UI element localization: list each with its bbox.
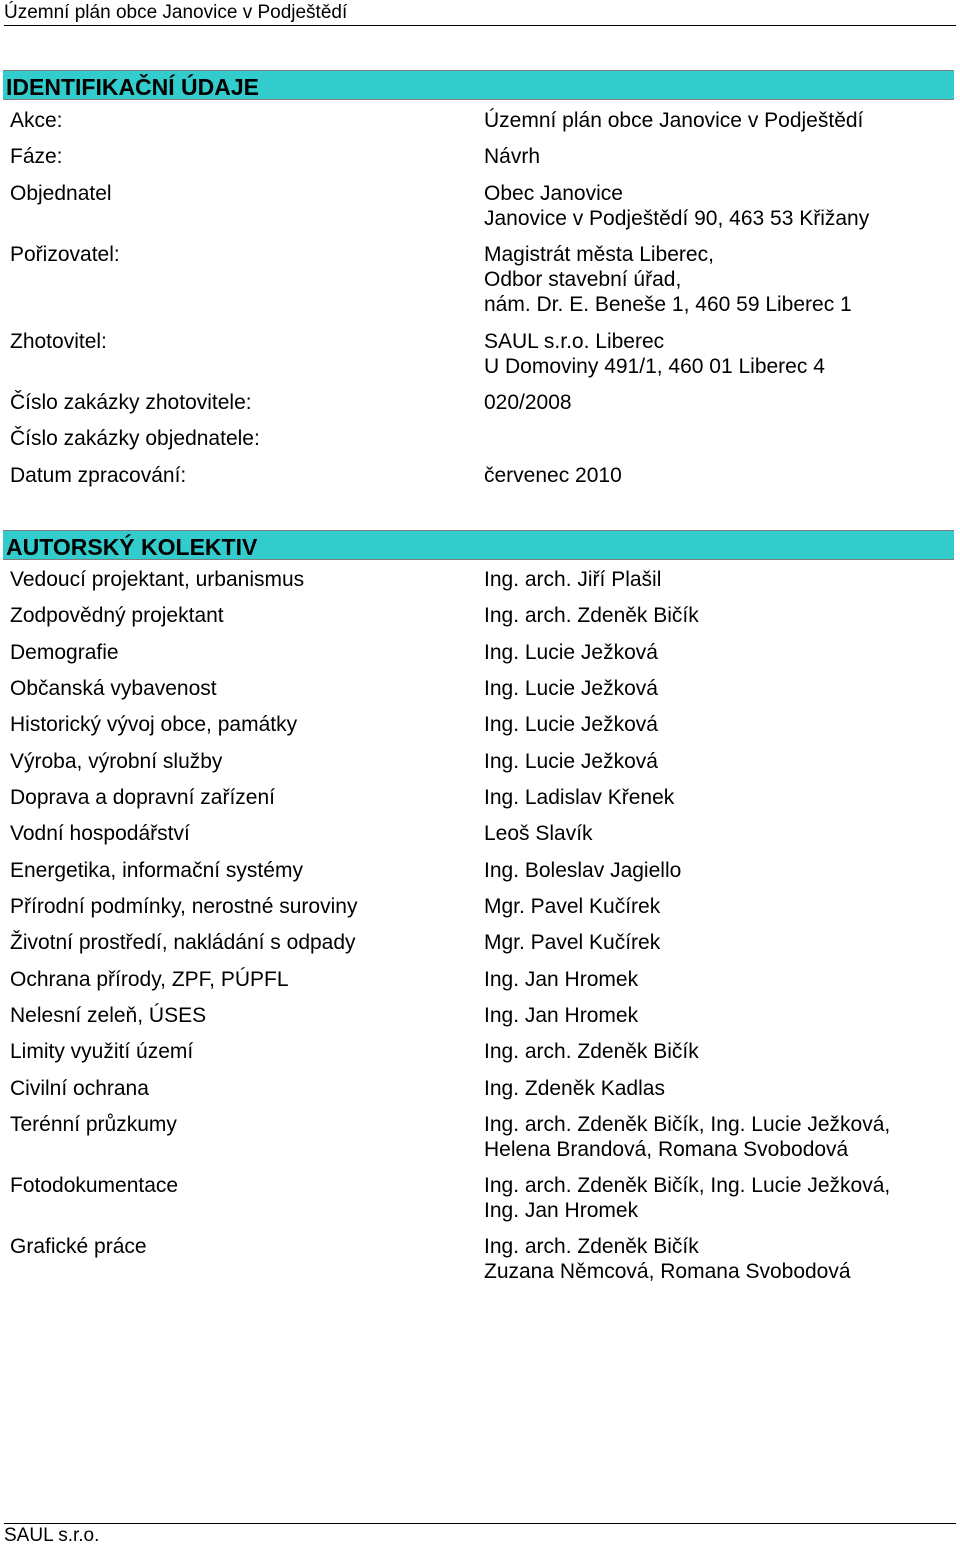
team-value-line: Leoš Slavík bbox=[484, 822, 593, 845]
team-label: Fotodokumentace bbox=[10, 1174, 179, 1197]
team-value-line: Ing. Lucie Ježková bbox=[484, 713, 658, 736]
team-value-line: Ing. arch. Zdeněk Bičík bbox=[484, 604, 699, 627]
team-value-line: Ing. arch. Zdeněk Bičík, Ing. Lucie Ježková, bbox=[484, 1174, 891, 1197]
team-value bbox=[484, 1234, 851, 1284]
team-value-line: Ing. arch. Zdeněk Bičík bbox=[484, 1040, 699, 1063]
team-label: Terénní průzkumy bbox=[10, 1113, 177, 1136]
ident-value bbox=[484, 463, 622, 488]
team-value-line: Ing. Jan Hromek bbox=[484, 1199, 639, 1222]
team-value bbox=[484, 858, 681, 883]
team-value bbox=[484, 567, 661, 592]
ident-value-line: Obec Janovice bbox=[484, 182, 623, 205]
ident-value-line: Odbor stavební úřad, bbox=[484, 268, 682, 291]
ident-value-line: Magistrát města Liberec, bbox=[484, 243, 714, 266]
ident-value bbox=[484, 144, 540, 169]
team-label: Občanská vybavenost bbox=[10, 677, 217, 700]
team-value bbox=[484, 930, 660, 955]
team-value bbox=[484, 676, 658, 701]
team-label: Vodní hospodářství bbox=[10, 822, 190, 845]
team-label: Ochrana přírody, ZPF, PÚPFL bbox=[10, 968, 289, 991]
team-value-line: Ing. Lucie Ježková bbox=[484, 750, 658, 773]
team-value-line: Ing. Jan Hromek bbox=[484, 968, 639, 991]
team-value-line: Ing. Boleslav Jagiello bbox=[484, 859, 682, 882]
team-value bbox=[484, 785, 674, 810]
identification-heading: IDENTIFIKAČNÍ ÚDAJE bbox=[3, 70, 954, 100]
ident-value-line: SAUL s.r.o. Liberec bbox=[484, 330, 665, 353]
team-value bbox=[484, 712, 658, 737]
team-label: Doprava a dopravní zařízení bbox=[10, 786, 275, 809]
ident-label: Číslo zakázky zhotovitele: bbox=[10, 391, 252, 414]
page-footer bbox=[4, 1523, 956, 1546]
team-value-line: Zuzana Němcová, Romana Svobodová bbox=[484, 1260, 851, 1283]
team-value bbox=[484, 1173, 890, 1223]
ident-label: Číslo zakázky objednatele: bbox=[10, 427, 260, 450]
team-value-line: Mgr. Pavel Kučírek bbox=[484, 895, 661, 918]
team-value-line: Ing. arch. Zdeněk Bičík, Ing. Lucie Ježková, bbox=[484, 1113, 891, 1136]
ident-label: Datum zpracování: bbox=[10, 464, 187, 487]
ident-label: Akce: bbox=[10, 109, 63, 132]
team-value bbox=[484, 894, 660, 919]
team-value bbox=[484, 1039, 699, 1064]
team-value bbox=[484, 1076, 665, 1101]
team-label: Životní prostředí, nakládání s odpady bbox=[10, 931, 356, 954]
team-value-line: Ing. Zdeněk Kadlas bbox=[484, 1077, 665, 1100]
team-value bbox=[484, 967, 638, 992]
team-label: Limity využití území bbox=[10, 1040, 194, 1063]
ident-value-line: nám. Dr. E. Beneše 1, 460 59 Liberec 1 bbox=[484, 293, 852, 316]
team-value bbox=[484, 821, 593, 846]
team-label: Výroba, výrobní služby bbox=[10, 750, 223, 773]
team-value-line: Ing. Lucie Ježková bbox=[484, 641, 658, 664]
ident-label: Fáze: bbox=[10, 145, 63, 168]
ident-value bbox=[484, 108, 863, 133]
team-label: Nelesní zeleň, ÚSES bbox=[10, 1004, 207, 1027]
ident-value-line: Návrh bbox=[484, 145, 541, 168]
header-title: Územní plán obce Janovice v Podještědí bbox=[4, 2, 348, 23]
team-label: Zodpovědný projektant bbox=[10, 604, 224, 627]
team-value bbox=[484, 1003, 638, 1028]
team-value-line: Helena Brandová, Romana Svobodová bbox=[484, 1138, 849, 1161]
team-value-line: Ing. Ladislav Křenek bbox=[484, 786, 675, 809]
ident-value-line: Janovice v Podještědí 90, 463 53 Křižany bbox=[484, 207, 870, 230]
ident-value-line: červenec 2010 bbox=[484, 464, 622, 487]
ident-value-line: U Domoviny 491/1, 460 01 Liberec 4 bbox=[484, 355, 825, 378]
team-label: Energetika, informační systémy bbox=[10, 859, 303, 882]
team-value-line: Ing. arch. Zdeněk Bičík bbox=[484, 1235, 699, 1258]
ident-value bbox=[484, 390, 572, 415]
footer-text: SAUL s.r.o. bbox=[4, 1525, 100, 1546]
ident-label: Zhotovitel: bbox=[10, 330, 107, 353]
team-value-line: Ing. Lucie Ježková bbox=[484, 677, 658, 700]
team-label: Demografie bbox=[10, 641, 119, 664]
ident-value-line: Územní plán obce Janovice v Podještědí bbox=[484, 109, 864, 132]
team-label: Civilní ochrana bbox=[10, 1077, 149, 1100]
team-label: Vedoucí projektant, urbanismus bbox=[10, 568, 305, 591]
team-value-line: Mgr. Pavel Kučírek bbox=[484, 931, 661, 954]
ident-value-line: 020/2008 bbox=[484, 391, 572, 414]
team-heading: AUTORSKÝ KOLEKTIV bbox=[3, 530, 954, 560]
ident-label: Objednatel bbox=[10, 182, 112, 205]
page-header bbox=[4, 3, 956, 26]
team-value-line: Ing. Jan Hromek bbox=[484, 1004, 639, 1027]
team-value-line: Ing. arch. Jiří Plašil bbox=[484, 568, 662, 591]
ident-value bbox=[484, 329, 825, 379]
team-value bbox=[484, 749, 658, 774]
team-value bbox=[484, 640, 658, 665]
team-label: Přírodní podmínky, nerostné suroviny bbox=[10, 895, 358, 918]
ident-value bbox=[484, 242, 852, 317]
ident-value bbox=[484, 181, 869, 231]
team-value bbox=[484, 1112, 890, 1162]
ident-label: Pořizovatel: bbox=[10, 243, 120, 266]
team-value bbox=[484, 603, 699, 628]
team-label: Historický vývoj obce, památky bbox=[10, 713, 298, 736]
team-label: Grafické práce bbox=[10, 1235, 147, 1258]
